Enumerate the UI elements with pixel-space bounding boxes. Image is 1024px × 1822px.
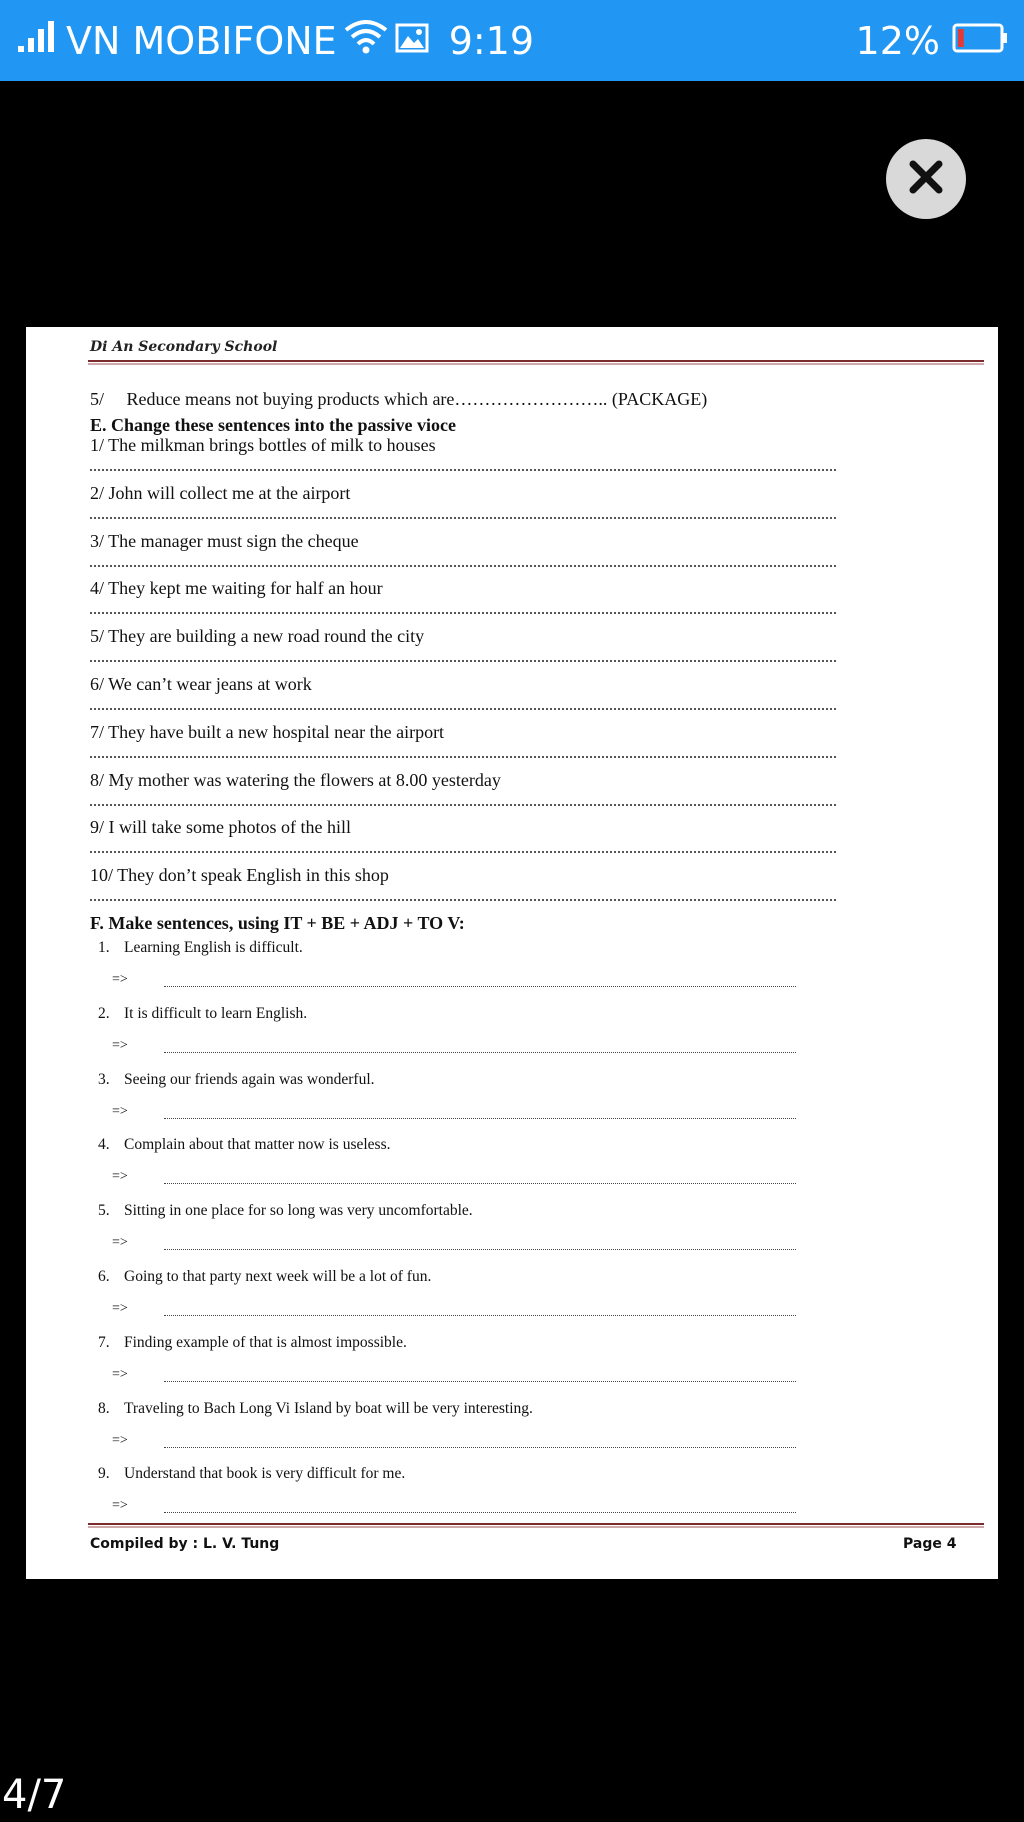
item-number: 1.: [98, 939, 110, 956]
section-f-item: [98, 1071, 375, 1089]
footer-page-number: Page 4: [903, 1536, 957, 1552]
answer-arrow: =>: [112, 1366, 128, 1382]
footer-rule: [88, 1523, 984, 1525]
section-e-item: 9/ I will take some photos of the hill: [90, 817, 351, 838]
answer-arrow: =>: [112, 1103, 128, 1119]
answer-arrow: =>: [112, 1235, 128, 1251]
section-f-item: [98, 1400, 533, 1418]
section-f-item: [98, 1005, 307, 1023]
answer-dotted-line[interactable]: [164, 1052, 796, 1053]
answer-arrow: =>: [112, 1301, 128, 1316]
section-e-item: 6/ We can’t wear jeans at work: [90, 674, 312, 694]
page-counter: 4/7: [2, 1772, 67, 1818]
item-number: 7.: [98, 1333, 110, 1351]
section-f-item: [98, 939, 303, 957]
answer-dotted-line[interactable]: [90, 469, 836, 471]
header-rule: [88, 360, 984, 362]
section-e-item: 5/ They are building a new road round the city: [90, 626, 425, 647]
item-text: It is difficult to learn English.: [124, 1004, 308, 1022]
answer-dotted-line[interactable]: [164, 1118, 796, 1119]
answer-dotted-line[interactable]: [164, 1183, 796, 1184]
document-page[interactable]: [26, 327, 998, 1579]
answer-dotted-line[interactable]: [90, 517, 836, 519]
section-f-item: [98, 1334, 407, 1352]
status-bar: [0, 0, 1024, 81]
answer-dotted-line[interactable]: [90, 899, 836, 901]
item-text: Seeing our friends again was wonderful.: [124, 1070, 375, 1088]
close-icon: [906, 157, 946, 202]
battery-percent: 12%: [855, 18, 940, 63]
answer-dotted-line[interactable]: [164, 1381, 796, 1382]
exercise-d5: 5/ Reduce means not buying products which are…………………….. (PACKAGE): [90, 389, 708, 409]
close-button[interactable]: [886, 139, 966, 219]
item-number: 6.: [98, 1268, 110, 1285]
answer-arrow: =>: [112, 1498, 128, 1514]
answer-dotted-line[interactable]: [90, 565, 836, 567]
battery-icon: [952, 19, 1008, 63]
section-e-item: 3/ The manager must sign the cheque: [90, 530, 359, 551]
item-number: 2.: [98, 1004, 110, 1022]
section-e-item: 8/ My mother was watering the flowers at 8.00 yesterday: [90, 769, 501, 790]
signal-icon: [16, 19, 60, 63]
answer-dotted-line[interactable]: [90, 660, 836, 662]
answer-dotted-line[interactable]: [90, 612, 836, 614]
wifi-icon: [343, 18, 389, 63]
section-e-item: 10/ They don’t speak English in this shop: [90, 865, 389, 886]
section-e-item: 4/ They kept me waiting for half an hour: [90, 578, 383, 599]
gallery-icon: [395, 19, 429, 63]
section-e-item: 1/ The milkman brings bottles of milk to houses: [90, 435, 436, 455]
item-number: 9.: [98, 1465, 110, 1483]
answer-dotted-line[interactable]: [164, 1447, 796, 1448]
section-f-item: [98, 1268, 431, 1286]
clock: 9:19: [448, 18, 535, 63]
answer-dotted-line[interactable]: [90, 851, 836, 853]
answer-dotted-line[interactable]: [164, 1249, 796, 1250]
section-e-item: 7/ They have built a new hospital near the airport: [90, 721, 445, 742]
answer-dotted-line[interactable]: [164, 1315, 796, 1316]
carrier-name: VN MOBIFONE: [66, 18, 337, 63]
answer-arrow: =>: [112, 1169, 128, 1185]
answer-dotted-line[interactable]: [90, 708, 836, 710]
section-f-item: [98, 1202, 473, 1220]
footer-compiled-by: Compiled by : L. V. Tung: [90, 1536, 280, 1552]
section-e-item: 2/ John will collect me at the airport: [90, 482, 351, 503]
section-f-item: [98, 1136, 390, 1154]
item-text: Understand that book is very difficult for me.: [124, 1465, 406, 1483]
answer-dotted-line[interactable]: [164, 986, 796, 987]
section-e-title: E. Change these sentences into the passive vioce: [90, 415, 456, 435]
section-f-item: [98, 1465, 405, 1483]
item-number: 4.: [98, 1136, 110, 1154]
item-text: Finding example of that is almost impossible.: [124, 1333, 407, 1351]
answer-dotted-line[interactable]: [90, 756, 836, 758]
item-number: 8.: [98, 1399, 110, 1417]
school-header: Di An Secondary School: [90, 339, 278, 355]
item-text: Learning English is difficult.: [124, 939, 303, 956]
answer-arrow: =>: [112, 1037, 128, 1053]
item-number: 5.: [98, 1202, 110, 1220]
item-text: Sitting in one place for so long was very uncomfortable.: [124, 1202, 473, 1220]
answer-dotted-line[interactable]: [90, 804, 836, 806]
item-text: Going to that party next week will be a lot of fun.: [124, 1268, 432, 1285]
section-f-title: F. Make sentences, using IT + BE + ADJ + TO V:: [90, 913, 465, 933]
item-text: Complain about that matter now is useless.: [124, 1136, 391, 1154]
answer-dotted-line[interactable]: [164, 1512, 796, 1513]
item-text: Traveling to Bach Long Vi Island by boat will be very interesting.: [124, 1399, 533, 1417]
answer-arrow: =>: [112, 1432, 128, 1448]
answer-arrow: =>: [112, 972, 128, 987]
item-number: 3.: [98, 1070, 110, 1088]
